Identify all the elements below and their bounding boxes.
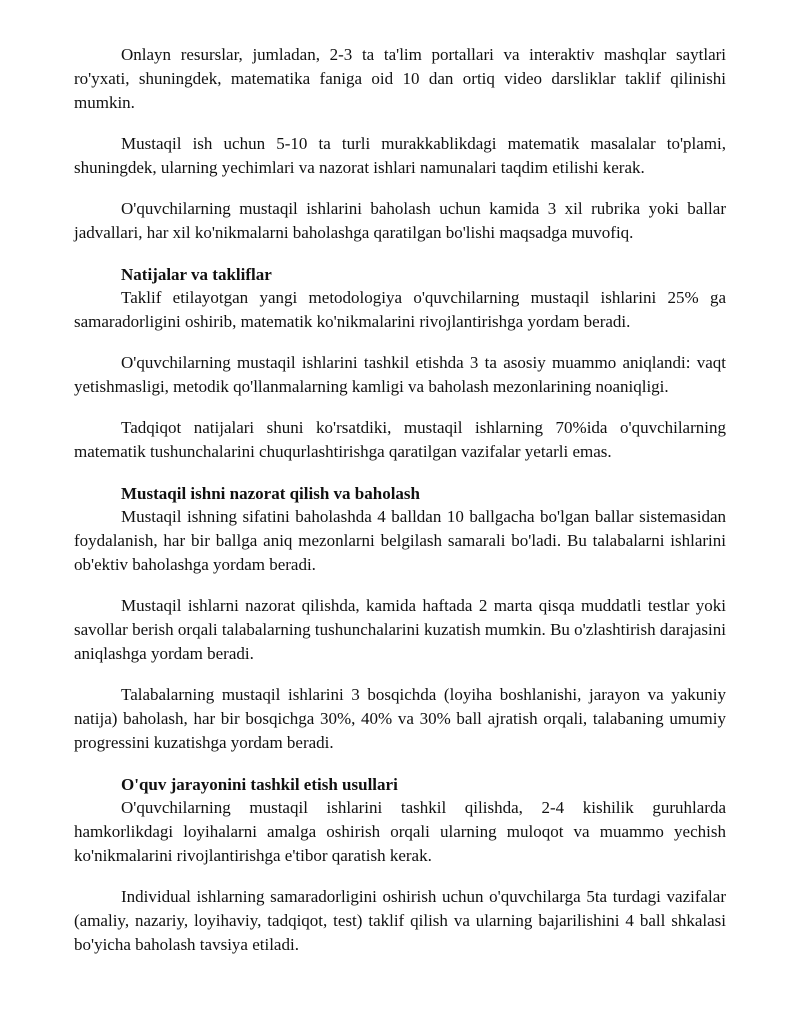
paragraph-group-projects: O'quvchilarning mustaqil ishlarini tashkil qilishda, 2-4 kishilik guruhlarda hamkorlikdagi loyihalarni amalga oshirish orqali ularning muloqot va muammo yechish ko'nikmalarini rivojlantirishga e'tibor qaratish kerak. xyxy=(74,798,726,865)
paragraph-weekly-tests: Mustaqil ishlarni nazorat qilishda, kamida haftada 2 marta qisqa muddatli testlar yoki savollar berish orqali talabalarning tushunchalarini kuzatish mumkin. Bu o'zlashtirish darajasini aniqlashga yordam beradi. xyxy=(74,596,726,663)
paragraph-individual-work: Individual ishlarning samaradorligini oshirish uchun o'quvchilarga 5ta turdagi vazifalar (amaliy, nazariy, loyihaviy, tadqiqot, test) taklif qilish va ularning bajarilishini 4 ball shkalasi bo'yicha baholash tavsiya etiladi. xyxy=(74,887,726,954)
paragraph-research-results: Tadqiqot natijalari shuni ko'rsatdiki, mustaqil ishlarning 70%ida o'quvchilarning matematik tushunchalarini chuqurlashtirishga qaratilgan vazifalar yetarli emas. xyxy=(74,418,726,461)
section-heading-control: Mustaqil ishni nazorat qilish va baholash xyxy=(121,484,421,503)
section-heading-organization: O'quv jarayonini tashkil etish usullari xyxy=(121,775,398,794)
paragraph-methodology: Taklif etilayotgan yangi metodologiya o'quvchilarning mustaqil ishlarini 25% ga samaradorligini oshirib, matematik ko'nikmalarini rivojlantirishga yordam beradi. xyxy=(74,288,726,331)
paragraph-online-resources: Onlayn resurslar, jumladan, 2-3 ta ta'lim portallari va interaktiv mashqlar saytlari ro'yxati, shuningdek, matematika faniga oid 10 dan ortiq video darsliklar taklif qilinishi mumkin. xyxy=(74,45,726,112)
paragraph-rubrics: O'quvchilarning mustaqil ishlarini baholash uchun kamida 3 xil rubrika yoki ballar jadvallari, har xil ko'nikmalarni baholashga qaratilgan bo'lishi maqsadga muvofiq. xyxy=(74,199,726,242)
paragraph-grading-system: Mustaqil ishning sifatini baholashda 4 balldan 10 ballgacha bo'lgan ballar sistemasidan foydalanish, har bir ballga aniq mezonlarni belgilash samarali bo'ladi. Bu talabalarni ishlarini ob'ektiv baholashga yordam beradi. xyxy=(74,507,726,574)
paragraph-three-stages: Talabalarning mustaqil ishlarini 3 bosqichda (loyiha boshlanishi, jarayon va yakuniy natija) baholash, har bir bosqichga 30%, 40% va 30% ball ajratish orqali, talabaning umumiy progressini kuzatishga yordam beradi. xyxy=(74,685,726,752)
paragraph-problems-identified: O'quvchilarning mustaqil ishlarini tashkil etishda 3 ta asosiy muammo aniqlandi: vaqt yetishmasligi, metodik qo'llanmalarning kamligi va baholash mezonlarining noaniqligi. xyxy=(74,353,726,396)
paragraph-problem-sets: Mustaqil ish uchun 5-10 ta turli murakkablikdagi matematik masalalar to'plami, shuningdek, ularning yechimlari va nazorat ishlari namunalari taqdim etilishi kerak. xyxy=(74,134,726,177)
section-heading-results: Natijalar va takliflar xyxy=(121,265,272,284)
